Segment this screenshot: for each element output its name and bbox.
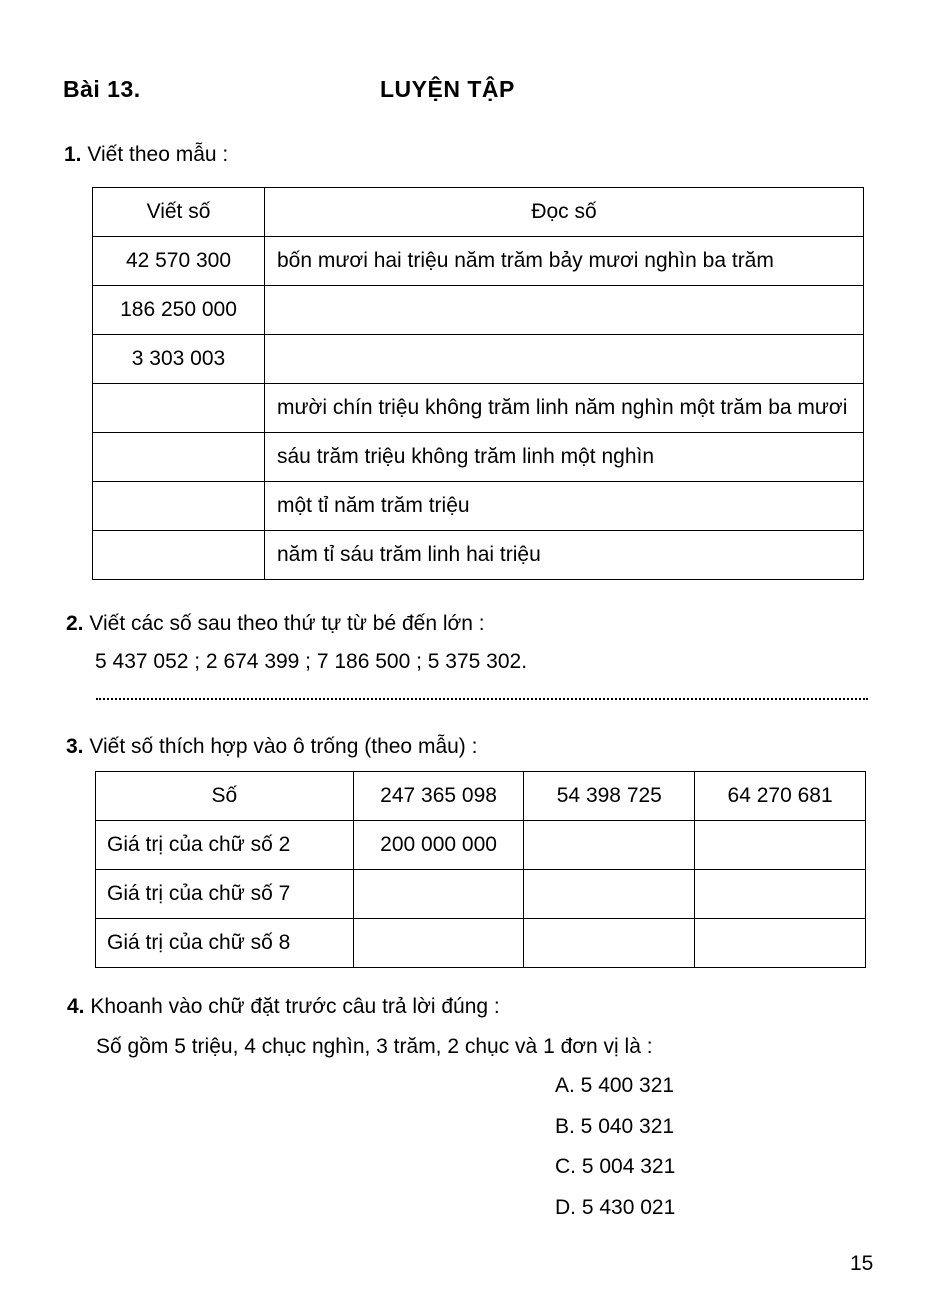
exercise-1-table xyxy=(92,187,864,580)
header-value: 247 365 098 xyxy=(353,772,524,821)
value-cell-blank[interactable] xyxy=(524,821,695,870)
exercise-2-number: 2. xyxy=(66,612,84,635)
number-cell: 3 303 003 xyxy=(93,335,265,384)
reading-cell: bốn mươi hai triệu năm trăm bảy mươi nghìn ba trăm xyxy=(265,237,864,286)
exercise-4-number: 4. xyxy=(67,995,85,1018)
option-d[interactable]: D. 5 430 021 xyxy=(555,1196,676,1219)
number-cell-blank[interactable] xyxy=(93,482,265,531)
row-label: Giá trị của chữ số 8 xyxy=(96,919,354,968)
value-cell-blank[interactable] xyxy=(695,821,866,870)
value-cell-blank[interactable] xyxy=(695,919,866,968)
value-cell-blank[interactable] xyxy=(353,919,524,968)
header-value: 64 270 681 xyxy=(695,772,866,821)
value-cell-blank[interactable] xyxy=(524,919,695,968)
row-label: Giá trị của chữ số 7 xyxy=(96,870,354,919)
header-write-number: Viết số xyxy=(93,188,265,237)
table-row xyxy=(93,335,864,384)
value-cell-blank[interactable] xyxy=(695,870,866,919)
exercise-1-number: 1. xyxy=(64,143,82,166)
number-cell-blank[interactable] xyxy=(93,531,265,580)
exercise-2-heading xyxy=(66,612,485,636)
exercise-2-prompt: Viết các số sau theo thứ tự từ bé đến lớn : xyxy=(89,612,485,635)
table-header-row xyxy=(93,188,864,237)
table-row xyxy=(93,482,864,531)
header-number: Số xyxy=(96,772,354,821)
number-cell: 186 250 000 xyxy=(93,286,265,335)
table-row xyxy=(96,870,866,919)
table-row xyxy=(93,531,864,580)
reading-cell: năm tỉ sáu trăm linh hai triệu xyxy=(265,531,864,580)
header-value: 54 398 725 xyxy=(524,772,695,821)
exercise-1-prompt: Viết theo mẫu : xyxy=(87,143,229,166)
exercise-3-prompt: Viết số thích hợp vào ô trống (theo mẫu) : xyxy=(89,735,478,758)
exercise-1-heading xyxy=(64,143,228,167)
reading-cell-blank[interactable] xyxy=(265,286,864,335)
value-cell-blank[interactable] xyxy=(524,870,695,919)
number-cell: 42 570 300 xyxy=(93,237,265,286)
exercise-4-question: Số gồm 5 triệu, 4 chục nghìn, 3 trăm, 2 chục và 1 đơn vị là : xyxy=(96,1035,653,1058)
reading-cell: mười chín triệu không trăm linh năm nghìn một trăm ba mươi xyxy=(265,384,864,433)
table-row xyxy=(96,821,866,870)
table-header-row xyxy=(96,772,866,821)
exercise-2-numbers: 5 437 052 ; 2 674 399 ; 7 186 500 ; 5 375 302. xyxy=(95,650,528,673)
answer-dotted-line[interactable] xyxy=(96,690,868,700)
exercise-3-heading xyxy=(66,735,477,759)
number-cell-blank[interactable] xyxy=(93,384,265,433)
value-cell: 200 000 000 xyxy=(353,821,524,870)
reading-cell: một tỉ năm trăm triệu xyxy=(265,482,864,531)
number-cell-blank[interactable] xyxy=(93,433,265,482)
table-row xyxy=(93,237,864,286)
exercise-4-heading xyxy=(67,995,500,1019)
table-row xyxy=(96,919,866,968)
page-title: LUYỆN TẬP xyxy=(380,76,515,102)
option-c[interactable]: C. 5 004 321 xyxy=(555,1155,676,1178)
option-b[interactable]: B. 5 040 321 xyxy=(555,1115,675,1138)
table-row xyxy=(93,286,864,335)
table-row xyxy=(93,433,864,482)
row-label: Giá trị của chữ số 2 xyxy=(96,821,354,870)
exercise-3-table xyxy=(95,771,866,968)
option-a[interactable]: A. 5 400 321 xyxy=(555,1074,675,1097)
page-number: 15 xyxy=(850,1252,874,1275)
table-row xyxy=(93,384,864,433)
header-read-number: Đọc số xyxy=(265,188,864,237)
exercise-4-prompt: Khoanh vào chữ đặt trước câu trả lời đúng : xyxy=(90,995,500,1018)
exercise-3-number: 3. xyxy=(66,735,84,758)
reading-cell: sáu trăm triệu không trăm linh một nghìn xyxy=(265,433,864,482)
reading-cell-blank[interactable] xyxy=(265,335,864,384)
value-cell-blank[interactable] xyxy=(353,870,524,919)
lesson-number: Bài 13. xyxy=(63,76,141,102)
